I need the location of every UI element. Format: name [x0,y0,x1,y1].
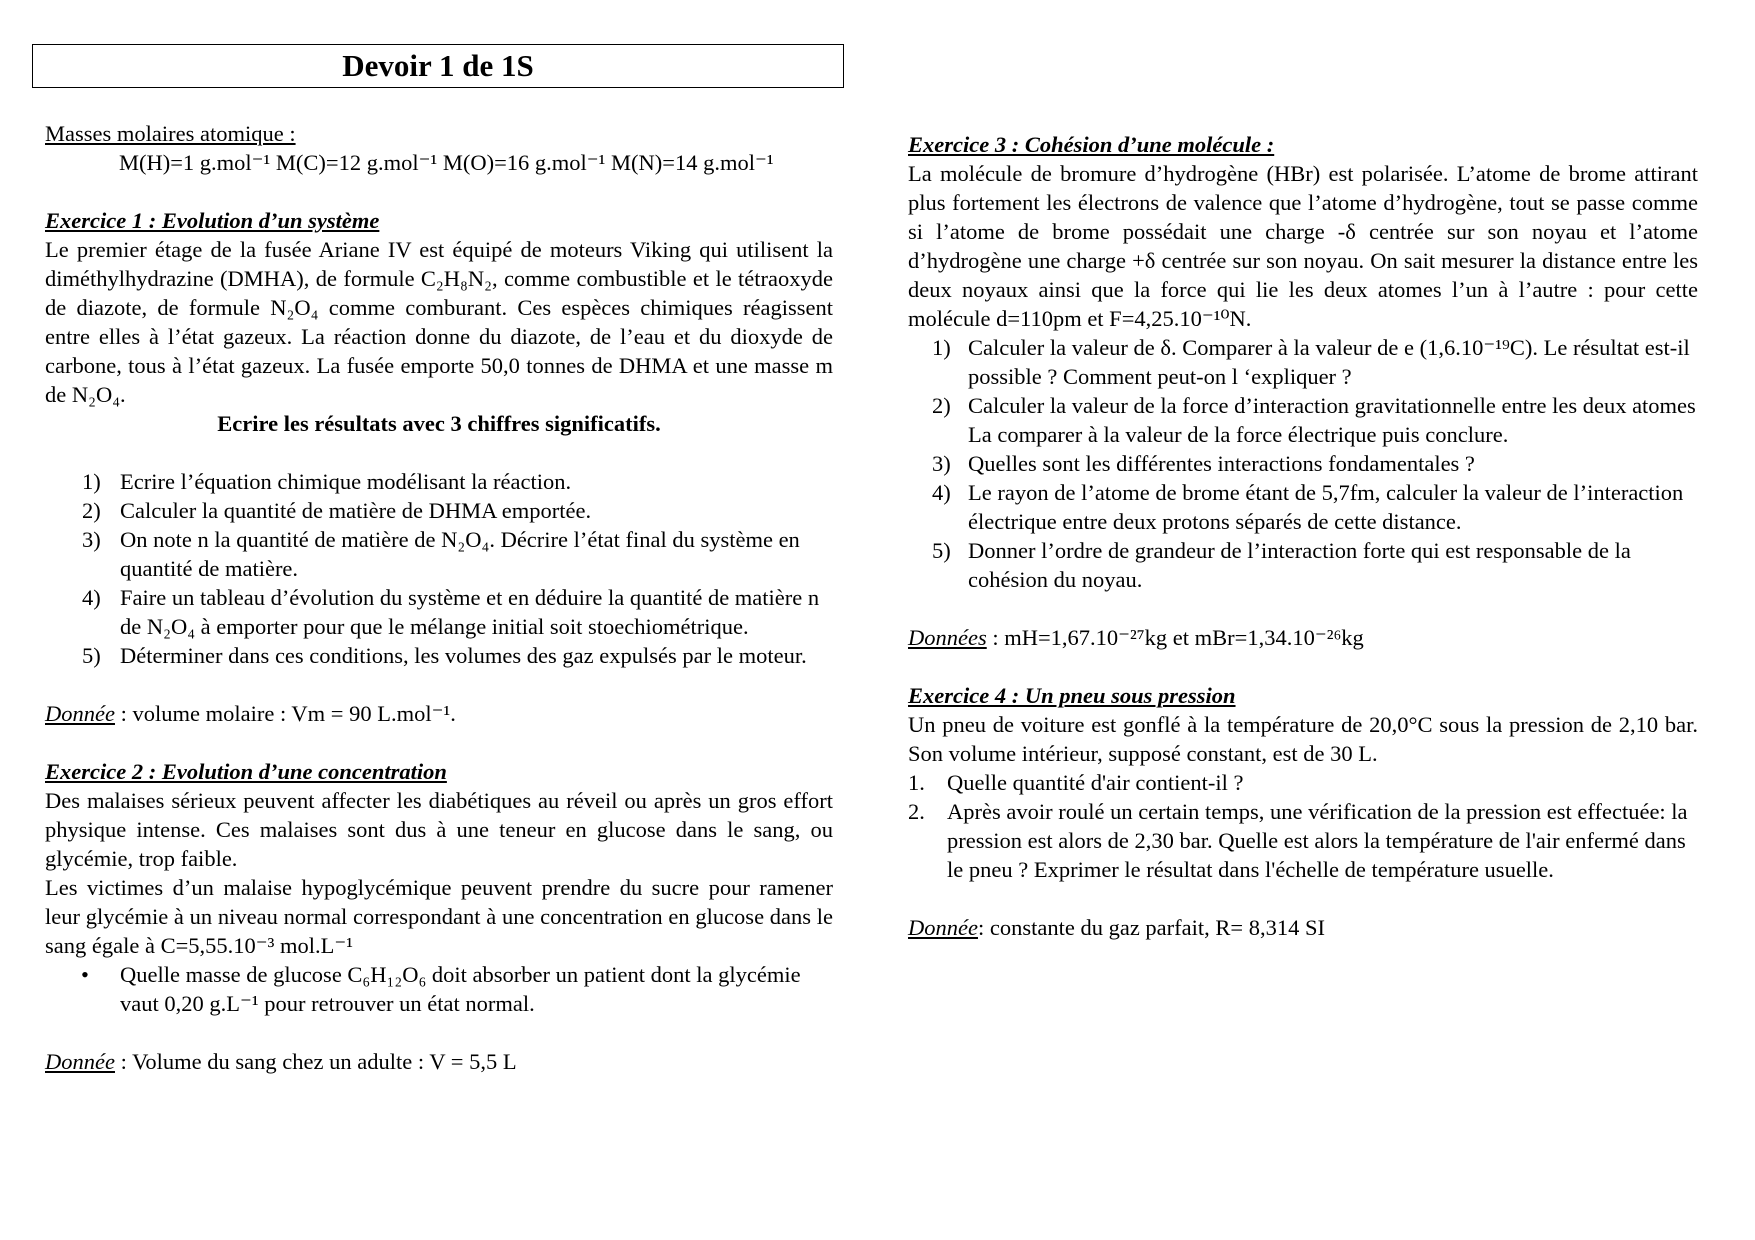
bullet-question: • Quelle masse de glucose C₆H₁₂O₆ doit absorber un patient dont la glycémie vaut 0,20 g.L⁻¹ pour retrouver un état normal. [81,962,801,1016]
question-4: 4) Le rayon de l’atome de brome étant de 5,7fm, calculer la valeur de l’interaction électrique entre deux protons séparés de cette distance. [932,480,1684,534]
exercise-3-data: Données : mH=1,67.10⁻²⁷kg et mBr=1,34.10⁻²⁶kg [908,625,1364,650]
exercise-2-text-2: Les victimes d’un malaise hypoglycémique peuvent prendre du sucre pour ramener leur glycémie à un niveau normal correspondant à une concentration en glucose dans le sang égale à C=5,55.10⁻³ mol.L⁻¹ [45,875,833,958]
question-5: 5) Donner l’ordre de grandeur de l’interaction forte qui est responsable de la cohésion du noyau. [932,538,1631,592]
exercise-4-text: Un pneu de voiture est gonflé à la température de 20,0°C sous la pression de 2,10 bar. Son volume intérieur, supposé constant, est de 30 L. [908,712,1698,766]
exercise-3-text: La molécule de bromure d’hydrogène (HBr) est polarisée. L’atome de brome attirant plus fortement les électrons de valence que l’atome d’hydrogène, tout se passe comme si l’atome de brome possédait une charge -δ centrée sur son noyau et l’atome d’hydrogène une charge +δ centrée sur son noyau. On sait mesurer la distance entre les deux noyaux ainsi que la force qui lie les deux atomes l’un à l’autre : pour cette molécule d=110pm et F=4,25.10⁻¹⁰N. [908,161,1698,331]
exercise-2-title: Exercice 2 : Evolution d’une concentration [45,759,447,784]
exercise-2-questions [45,960,833,1018]
exercise-1-title: Exercice 1 : Evolution d’un système [45,208,380,233]
masses-heading: Masses molaires atomique : [45,121,296,146]
exercise-1-text: Le premier étage de la fusée Ariane IV est équipé de moteurs Viking qui utilisent la diméthylhydrazine (DMHA), de formule C₂H₈N₂, comme combustible et le tétraoxyde de diazote, de formule N₂O₄ comme comburant. Ces espèces chimiques réagissent entre elles à l’état gazeux. La réaction donne du diazote, de l’eau et du dioxyde de carbone, tous à l’état gazeux. La fusée emporte 50,0 tonnes de DHMA et une masse m de N₂O₄. [45,237,833,407]
exercise-4-data: Donnée: constante du gaz parfait, R= 8,314 SI [908,915,1325,940]
question-3: 3) On note n la quantité de matière de N₂O₄. Décrire l’état final du système en quantité de matière. [82,527,800,581]
exercise-1-data: Donnée : volume molaire : Vm = 90 L.mol⁻¹. [45,701,456,726]
question-2: 2. Après avoir roulé un certain temps, une vérification de la pression est effectuée: la pression est alors de 2,30 bar. Quelle est alors la température de l'air enfermé dans le pneu ? Exprimer le résultat dans l'échelle de température usuelle. [908,799,1688,882]
masses-line: M(H)=1 g.mol⁻¹ M(C)=12 g.mol⁻¹ M(O)=16 g.mol⁻¹ M(N)=14 g.mol⁻¹ [119,150,774,175]
exercise-4-questions [908,768,1698,884]
question-1: 1. Quelle quantité d'air contient-il ? [908,770,1244,795]
question-1: 1) Calculer la valeur de δ. Comparer à la valeur de e (1,6.10⁻¹⁹C). Le résultat est-il possible ? Comment peut-on l ‘expliquer ? [932,335,1690,389]
exercise-1-questions [45,467,833,670]
exercise-2-text-1: Des malaises sérieux peuvent affecter les diabétiques au réveil ou après un gros effort physique intense. Ces malaises sont dus à une teneur en glucose dans le sang, ou glycémie, trop faible. [45,788,833,871]
question-3: 3) Quelles sont les différentes interactions fondamentales ? [932,451,1475,476]
exercise-1-instruction: Ecrire les résultats avec 3 chiffres significatifs. [217,411,661,436]
exercise-4-title: Exercice 4 : Un pneu sous pression [908,683,1236,708]
right-column [908,130,1698,942]
question-5: 5) Déterminer dans ces conditions, les volumes des gaz expulsés par le moteur. [82,643,807,668]
left-column [45,119,833,1076]
question-4: 4) Faire un tableau d’évolution du système et en déduire la quantité de matière n de N₂O₄ à emporter pour que le mélange initial soit stoechiométrique. [82,585,820,639]
question-2-continued: La comparer à la valeur de la force électrique puis conclure. [968,422,1509,447]
exercise-3-title: Exercice 3 : Cohésion d’une molécule : [908,132,1275,157]
question-1: 1) Ecrire l’équation chimique modélisant la réaction. [82,469,572,494]
page-title: Devoir 1 de 1S [32,44,844,88]
exercise-2-data: Donnée : Volume du sang chez un adulte : V = 5,5 L [45,1049,517,1074]
question-2: 2) Calculer la valeur de la force d’interaction gravitationnelle entre les deux atomes [932,393,1696,418]
exercise-3-questions [908,333,1698,594]
question-2: 2) Calculer la quantité de matière de DHMA emportée. [82,498,592,523]
